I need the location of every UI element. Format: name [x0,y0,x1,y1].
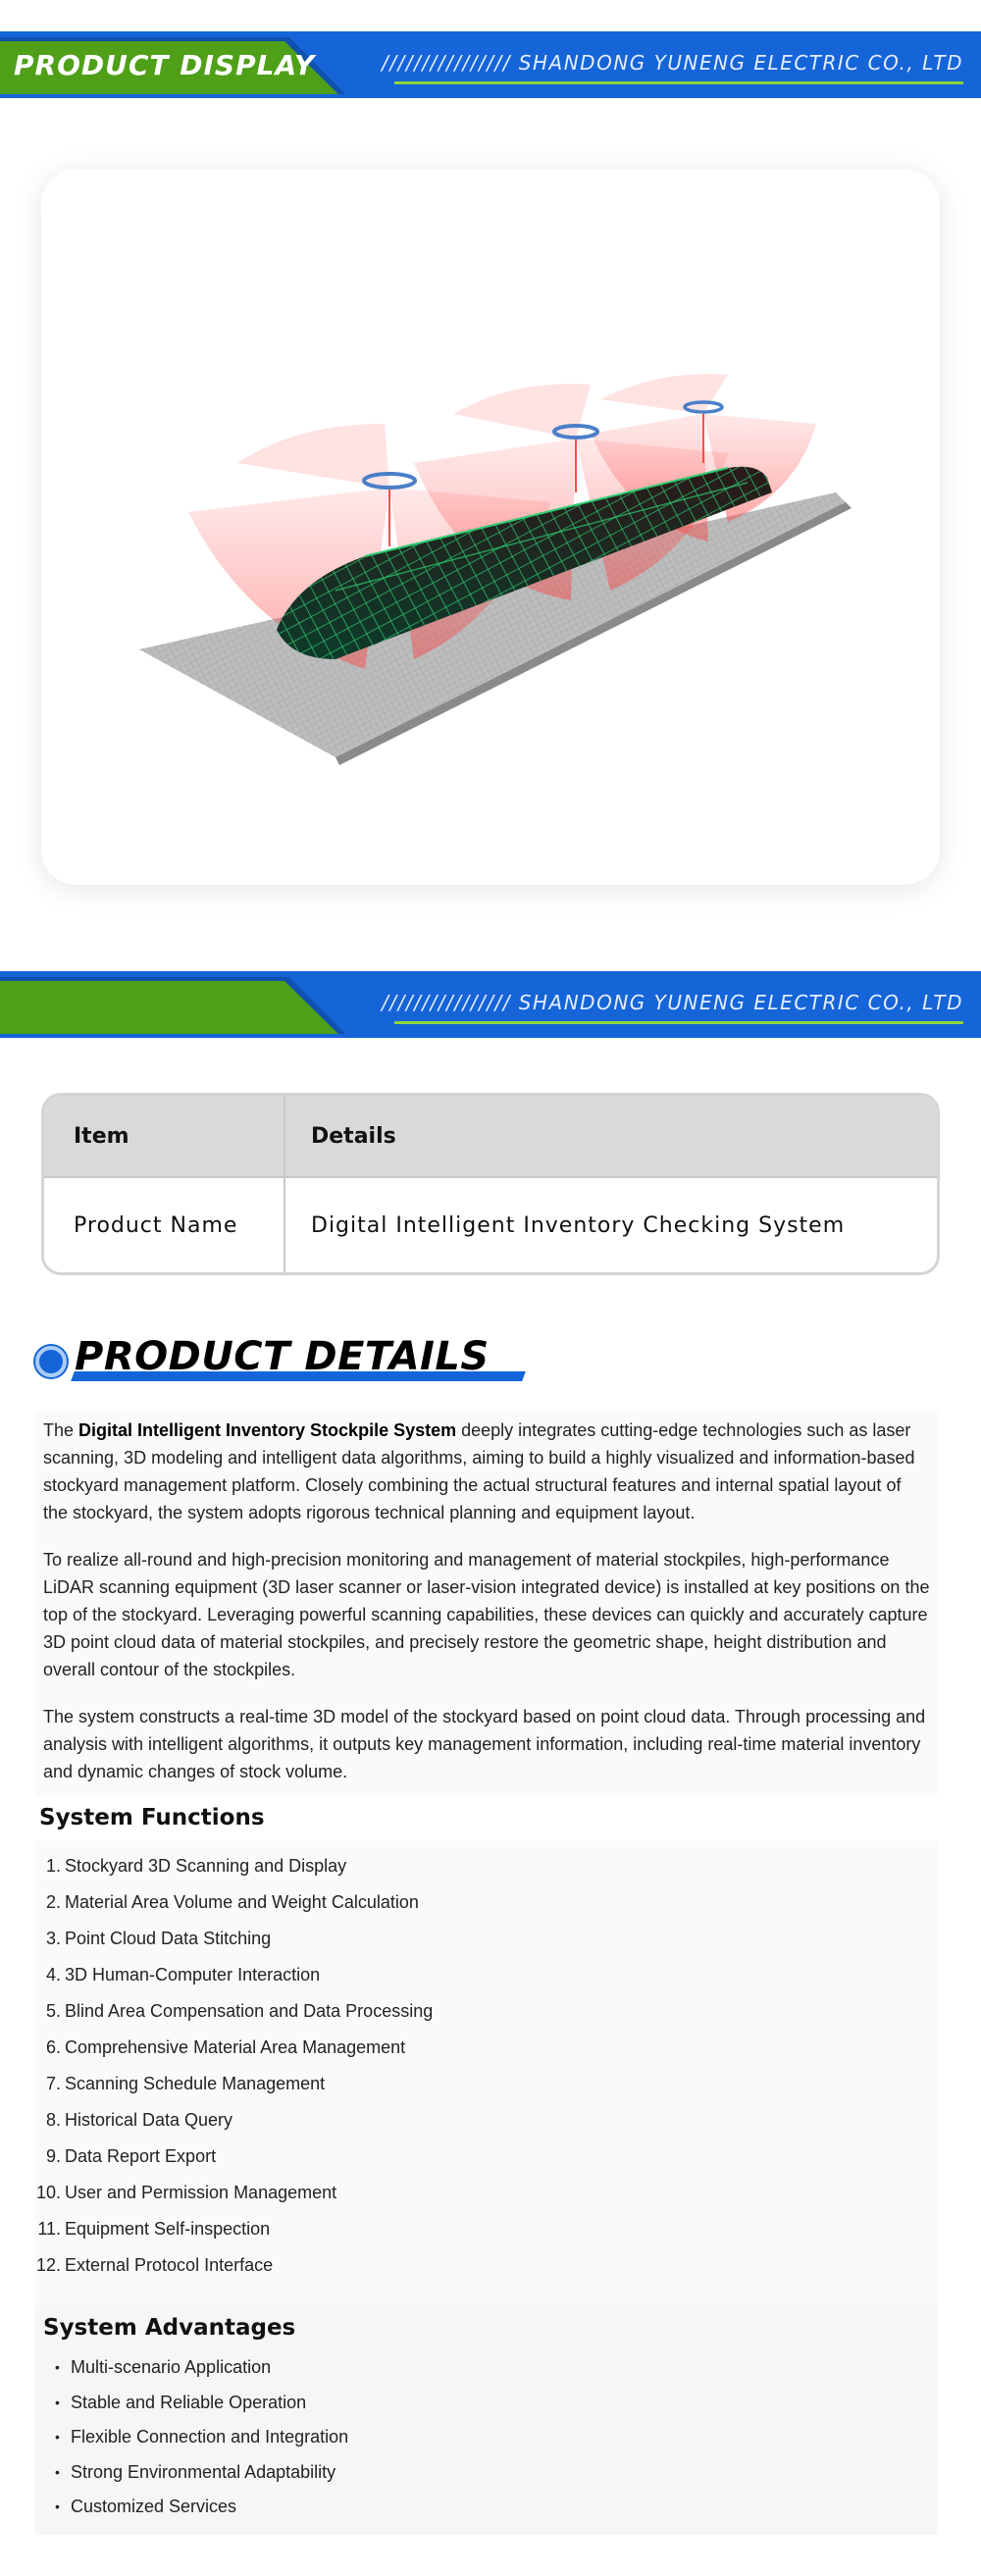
table-header-item: Item [44,1096,285,1176]
table-header-row [44,1096,937,1176]
list-item-label: Stable and Reliable Operation [71,2392,307,2412]
list-item-number: 3. [45,1929,61,1948]
list-item [55,2490,930,2525]
list-item-number: 11. [37,2219,61,2239]
list-item [35,1884,938,1921]
description-paragraph-1 [43,1417,930,1526]
table-cell-details: Digital Intelligent Inventory Checking System [311,1212,846,1238]
list-item [35,2211,938,2247]
list-item [35,1957,938,1993]
bullet-icon: • [55,2463,60,2480]
system-functions-list [35,1840,938,2293]
list-item [35,2175,938,2211]
bullet-icon: • [55,2359,60,2375]
list-item-label: 3D Human-Computer Interaction [65,1965,321,1984]
banner-company-name: //////////////// SHANDONG YUNENG ELECTRIC CO., LTD [382,991,963,1014]
list-item-number: 2. [45,1892,61,1912]
list-item-label: Strong Environmental Adaptability [71,2461,336,2482]
product-details-heading [35,1334,545,1391]
list-item-label: Multi-scenario Application [71,2357,272,2377]
list-item-number: 9. [45,2146,61,2166]
system-advantages-list [43,2350,930,2525]
list-item-number: 8. [45,2110,61,2130]
description-text: The [43,1420,79,1440]
bullet-icon: • [55,2429,60,2445]
list-item-label: Scanning Schedule Management [65,2074,326,2093]
list-item [35,2030,938,2066]
lidar-stockpile-scan-illustration [41,169,940,885]
table-row [44,1176,937,1272]
list-item [35,2066,938,2102]
list-item-label: Data Report Export [65,2146,217,2166]
banner-green-tab [0,981,338,1034]
list-item [55,2350,930,2386]
list-item [55,2386,930,2421]
list-item [55,2455,930,2491]
description-paragraph-2: To realize all-round and high-precision monitoring and management of material stockpiles, high-performance LiDAR scanning equipment (3D laser scanner or laser-vision integrated device) is installed at key positions on the top of the stockyard. Leveraging powerful scanning capabilities, these devices can quickly and accurately capture 3D point cloud data of material stockpiles, and precisely restore the geometric shape, height distribution and overall contour of the stockpiles. [43,1550,930,1679]
list-item-number: 12. [35,2255,61,2275]
list-item [35,2102,938,2138]
list-item-label: External Protocol Interface [65,2255,274,2275]
banner-company-name: //////////////// SHANDONG YUNENG ELECTRIC CO., LTD [382,51,963,75]
list-item-label: User and Permission Management [65,2183,337,2202]
banner-title: PRODUCT DISPLAY [14,49,316,81]
table-header-details: Details [311,1123,396,1149]
list-item-number: 6. [45,2037,61,2057]
list-item-label: Flexible Connection and Integration [71,2427,349,2447]
list-item [35,1848,938,1884]
product-display-banner [0,31,981,98]
list-item-label: Material Area Volume and Weight Calculation [65,1892,419,1912]
product-description [35,1411,938,1795]
description-paragraph-3: The system constructs a real-time 3D model of the stockyard based on point cloud data. Through processing and analysis with intelligent algorithms, it outputs key management information, including real-time material inventory and dynamic changes of stock volume. [43,1707,926,1781]
description-text: deeply integrates cutting-edge technologies such as laser scanning, 3D modeling and intelligent data algorithms, aiming to build a highly visualized and information-based stockyard management platform. Closely combining the actual structural features and internal spatial layout of the stockyard, the system adopts rigorous technical planning and equipment layout. [43,1420,915,1522]
list-item-number: 1. [45,1856,61,1876]
list-item-label: Historical Data Query [65,2110,233,2130]
list-item-label: Blind Area Compensation and Data Processing [65,2001,434,2021]
system-advantages-heading: System Advantages [43,2315,296,2341]
list-item-label: Stockyard 3D Scanning and Display [65,1856,347,1876]
system-advantages-block [35,2305,938,2535]
table-cell-item: Product Name [44,1178,285,1272]
list-item [35,2247,938,2284]
banner-underline [394,81,963,84]
product-image-card [41,169,940,885]
section-title: PRODUCT DETAILS [75,1334,490,1379]
list-item-label: Customized Services [71,2497,237,2516]
bullet-icon: • [55,2394,60,2410]
list-item-label: Equipment Self-inspection [65,2219,271,2239]
list-item [35,1993,938,2030]
system-functions-heading: System Functions [35,1795,938,1840]
product-name-bold: Digital Intelligent Inventory Stockpile System [78,1420,457,1440]
product-info-table [41,1093,940,1275]
list-item-number: 7. [45,2074,61,2093]
list-item-number: 10. [35,2183,61,2202]
banner-underline [394,1021,963,1024]
list-item-number: 4. [45,1965,61,1984]
list-item-number: 5. [45,2001,61,2021]
list-item-label: Point Cloud Data Stitching [65,1929,272,1948]
list-item-label: Comprehensive Material Area Management [65,2037,406,2057]
bullet-icon: • [55,2499,60,2514]
company-banner [0,971,981,1038]
product-details-content [35,1411,938,2535]
heading-bullet-icon [35,1346,67,1377]
list-item [55,2420,930,2455]
list-item [35,1921,938,1957]
list-item [35,2138,938,2175]
